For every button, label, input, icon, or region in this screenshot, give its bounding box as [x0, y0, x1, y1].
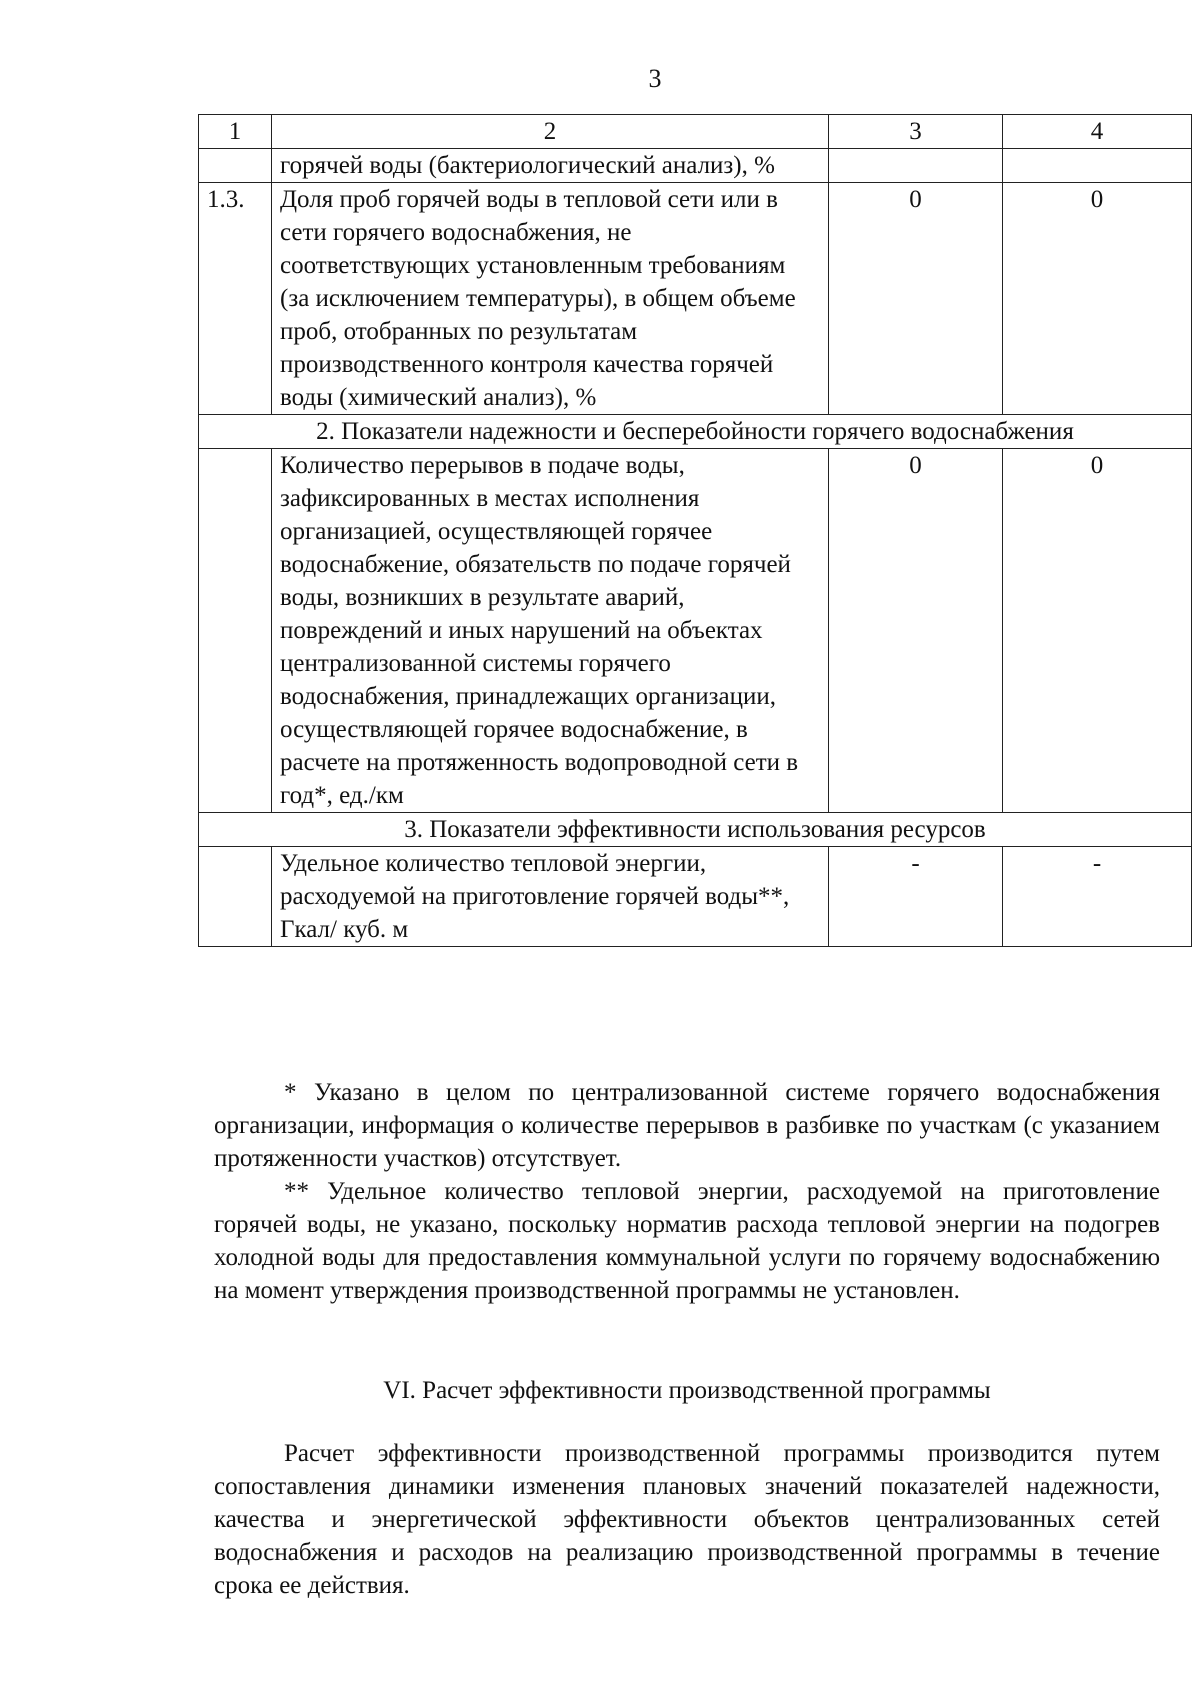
- section-title-efficiency: 3. Показатели эффективности использования ресурсов: [199, 813, 1192, 847]
- row-value-col3: -: [829, 847, 1003, 947]
- indicators-table: [198, 114, 1192, 947]
- row-value-col3: 0: [829, 449, 1003, 813]
- column-header-3: 3: [829, 115, 1003, 149]
- row-value-col4: -: [1003, 847, 1192, 947]
- section-row-reliability: [199, 415, 1192, 449]
- footnote-2: ** Удельное количество тепловой энергии, расходуемой на приготовление горячей воды, не указано, поскольку норматив расхода тепловой энергии на подогрев холодной воды для предоставления коммунальной услуги по горячему водоснабжению на момент утверждения производственной программы не установлен.: [214, 1178, 1160, 1304]
- row-description: Количество перерывов в подаче воды, зафиксированных в местах исполнения организацией, осуществляющей горячее водоснабжение, обязательств по подаче горячей воды, возникших в результате аварий, повреждений и иных нарушений на объектах централизованной системы горячего водоснабжения, принадлежащих организации, осуществляющей горячее водоснабжение, в расчете на протяженность водопроводной сети в год*, ед./км: [272, 449, 829, 813]
- table-row: [199, 847, 1192, 947]
- table-row: [199, 149, 1192, 183]
- row-description: Удельное количество тепловой энергии, расходуемой на приготовление горячей воды**, Гкал/ куб. м: [272, 847, 829, 947]
- table-header-row: [199, 115, 1192, 149]
- footnote-1: * Указано в целом по централизованной системе горячего водоснабжения организации, информация о количестве перерывов в разбивке по участкам (с указанием протяженности участков) отсутствует.: [214, 1079, 1160, 1172]
- row-number: [199, 847, 272, 947]
- row-value-col3: [829, 149, 1003, 183]
- row-value-col4: [1003, 149, 1192, 183]
- footnotes: [214, 1076, 1160, 1307]
- row-number: 1.3.: [199, 183, 272, 415]
- section-row-efficiency: [199, 813, 1192, 847]
- column-header-2: 2: [272, 115, 829, 149]
- column-header-4: 4: [1003, 115, 1192, 149]
- column-header-1: 1: [199, 115, 272, 149]
- row-number: [199, 149, 272, 183]
- section-title-reliability: 2. Показатели надежности и бесперебойности горячего водоснабжения: [199, 415, 1192, 449]
- page-number: 3: [648, 64, 662, 93]
- table-row: [199, 449, 1192, 813]
- section-paragraph: Расчет эффективности производственной программы производится путем сопоставления динамики изменения плановых значений показателей надежности, качества и энергетической эффективности объектов централизованных сетей водоснабжения и расходов на реализацию производственной программы в течение срока ее действия.: [214, 1440, 1160, 1599]
- row-number: [199, 449, 272, 813]
- section-heading: VI. Расчет эффективности производственной программы: [383, 1377, 991, 1404]
- row-value-col3: 0: [829, 183, 1003, 415]
- row-description: горячей воды (бактериологический анализ), %: [272, 149, 829, 183]
- table-row: [199, 183, 1192, 415]
- row-description: Доля проб горячей воды в тепловой сети или в сети горячего водоснабжения, не соответствующих установленным требованиям (за исключением температуры), в общем объеме проб, отобранных по результатам производственного контроля качества горячей воды (химический анализ), %: [272, 183, 829, 415]
- row-value-col4: 0: [1003, 183, 1192, 415]
- row-value-col4: 0: [1003, 449, 1192, 813]
